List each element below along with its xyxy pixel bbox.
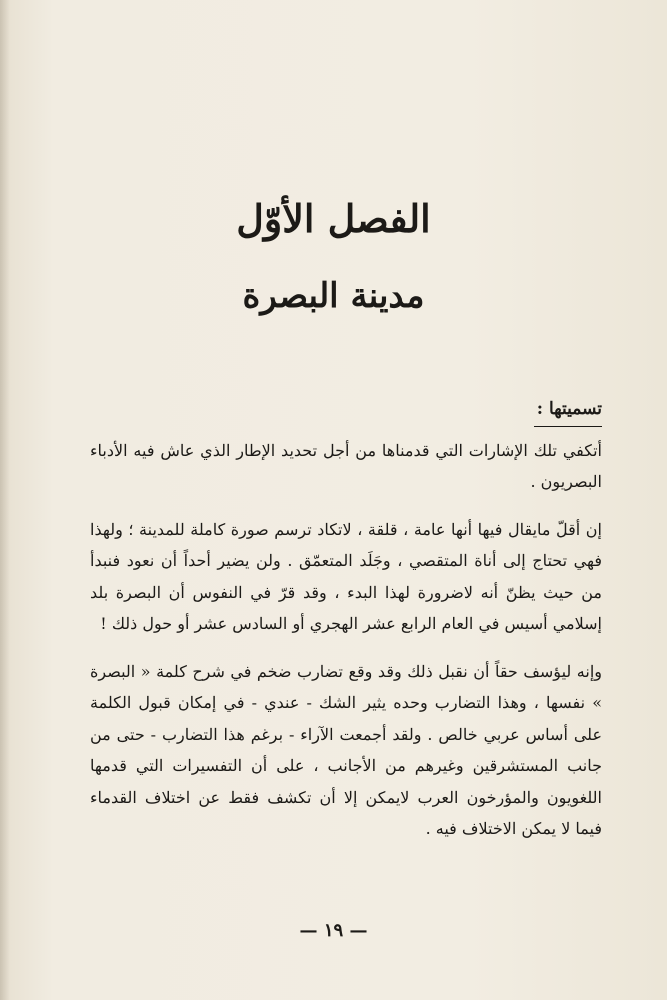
- spine-shadow: [0, 0, 10, 1000]
- city-title: مدينة البصرة: [242, 276, 425, 316]
- page-number: — ١٩ —: [299, 920, 368, 941]
- page-body: [90, 394, 602, 861]
- section-heading: تسميتها :: [534, 394, 602, 427]
- paragraph-2: إن أقلّ مايقال فيها أنها عامة ، قلقة ، لاتكاد ترسم صورة كاملة للمدينة ؛ ولهذا فهي تحتاج إلى أناة المتقصي ، وجَلَد المتعمّق . ولن يضير أحداً أن نعود فنبدأ من حيث يظنّ أنه لاضرورة لهذا البدء ، وقد قرّ في النفوس أن البصرة بلد إسلامي أسيس في العام الرابع عشر الهجري أو السادس عشر أو حول ذلك !: [90, 519, 602, 633]
- paragraph-3: وإنه ليؤسف حقاً أن نقبل ذلك وقد وقع تضارب ضخم في شرح كلمة « البصرة » نفسها ، وهذا التضارب وحده يثير الشك - عندي - في إمكان قبول الكلمة على أساس عربي خالص . ولقد أجمعت الآراء - برغم هذا التضارب - حتى من جانب المستشرقين وغيرهم من الأجانب ، على أن التفسيرات التي قدمها اللغويون والمؤرخون العرب لايمكن إلا أن تكشف فقط عن اختلاف القدماء فيما لا يمكن الاختلاف فيه .: [90, 661, 602, 838]
- chapter-title: الفصل الأوّل: [236, 196, 431, 241]
- paragraph-1: أتكفي تلك الإشارات التي قدمناها من أجل تحديد الإطار الذي عاش فيه الأدباء البصريون .: [90, 440, 602, 491]
